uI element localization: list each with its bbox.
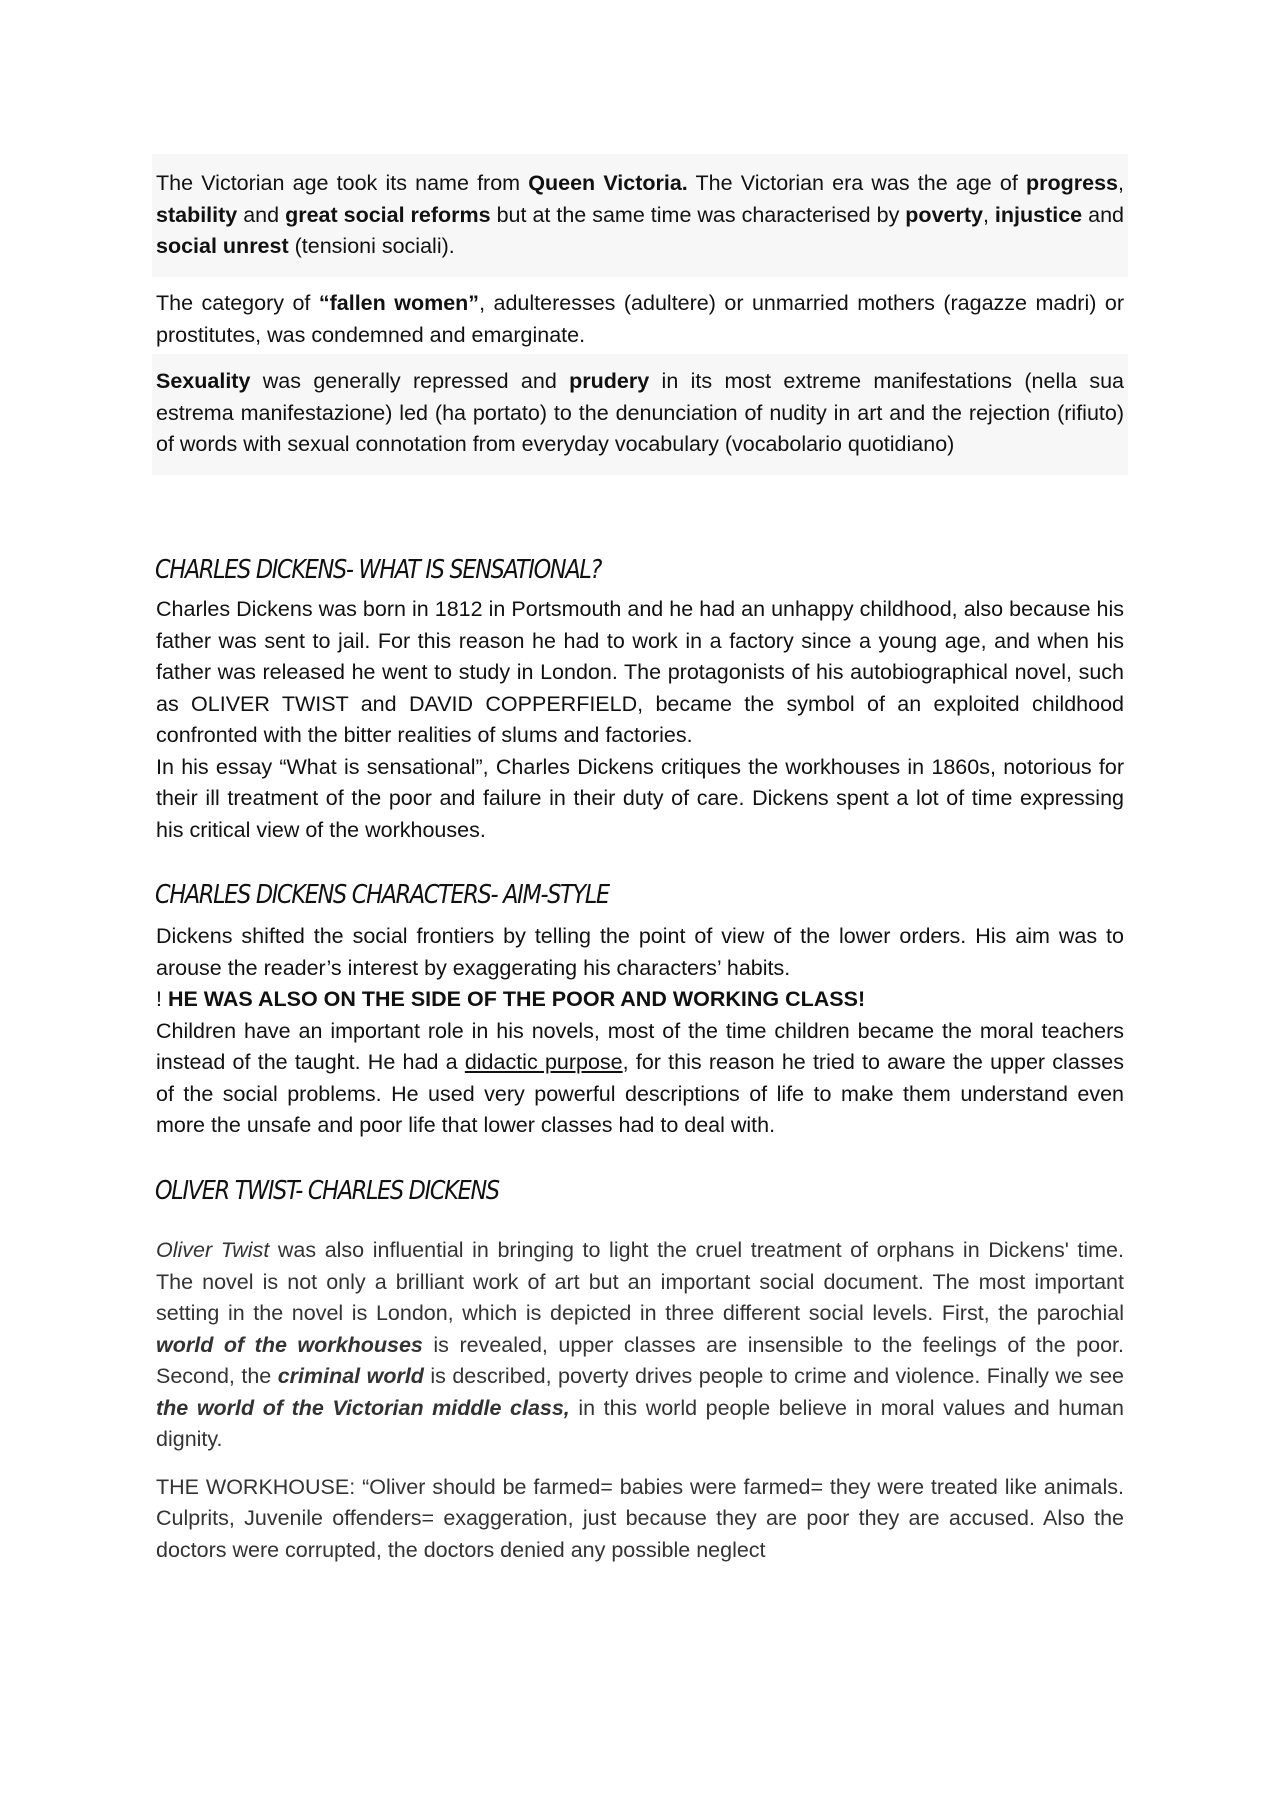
bold-sexuality: Sexuality (156, 369, 251, 393)
section-2-paragraph-1: Dickens shifted the social frontiers by telling the point of view of the lower orders. His aim was to arouse the reader’s interest by exaggerating his characters’ habits. (156, 924, 1124, 980)
text-run: The category of (156, 291, 319, 315)
bold-social-unrest: social unrest (156, 234, 289, 258)
bold-progress: progress (1026, 171, 1119, 195)
bold-stability: stability (156, 202, 238, 227)
intro-paragraph-2 (156, 288, 1124, 351)
text-run: in this world people believe in moral values and human dignity. (156, 1395, 1124, 1451)
bold-italic-criminal-world: criminal world (277, 1364, 424, 1388)
intro-paragraph-1 (156, 168, 1124, 263)
section-3-paragraph-1 (156, 1235, 1124, 1456)
bold-queen-victoria: Queen Victoria. (528, 171, 688, 195)
section-1-paragraph-1: Charles Dickens was born in 1812 in Portsmouth and he had an unhappy childhood, also because his father was sent to jail. For this reason he had to work in a factory since a young age, and when his father was released he went to study in London. The protagonists of his autobiographical novel, such as OLIVER TWIST and DAVID COPPERFIELD, became the symbol of an exploited childhood confronted with the bitter realities of slums and factories. (156, 597, 1124, 747)
section-1-paragraph-2: In his essay “What is sensational”, Charles Dickens critiques the workhouses in 1860s, notorious for their ill treatment of the poor and failure in their duty of care. Dickens spent a lot of time expressing his critical view of the workhouses. (156, 754, 1124, 842)
text-run: is described, poverty drives people to crime and violence. Finally we see (423, 1364, 1124, 1388)
italic-oliver-twist: Oliver Twist (156, 1238, 270, 1262)
text-run: , (982, 202, 995, 227)
bold-fallen-women: “fallen women” (318, 291, 480, 315)
section-1-body (152, 594, 1128, 846)
section-2-body (152, 921, 1128, 1142)
intro-paragraph-3 (156, 366, 1124, 461)
underlined-didactic-purpose: didactic purpose (464, 1050, 623, 1074)
bold-italic-world-of-the-workhouses: world of the workhouses (156, 1332, 423, 1357)
text-run: was also influential in bringing to light the cruel treatment of orphans in Dickens' time. The novel is not only a brilliant work of art but an important social document. The most important setting in the novel is London, which is depicted in three different social levels. First, the parochial (156, 1238, 1124, 1325)
bold-prudery: prudery (569, 369, 650, 393)
text-run: but at the same time was characterised by (490, 202, 906, 227)
text-run: , (1118, 171, 1124, 195)
text-run: ! (156, 987, 168, 1011)
bold-poverty: poverty (905, 202, 983, 227)
section-3-body (152, 1235, 1128, 1566)
bold-side-of-the-poor: HE WAS ALSO ON THE SIDE OF THE POOR AND WORKING CLASS! (167, 987, 866, 1011)
text-run: and (237, 202, 286, 227)
bold-great-social-reforms: great social reforms (285, 202, 491, 227)
section-2-paragraph-2 (156, 984, 1124, 1016)
section-heading-what-is-sensational: CHARLES DICKENS- WHAT IS SENSATIONAL? (155, 555, 602, 585)
section-heading-characters-aim-style: CHARLES DICKENS CHARACTERS- AIM-STYLE (155, 880, 609, 910)
text-run: was generally repressed and (250, 369, 570, 393)
text-run: , adulteresses (adultere) or unmarried mothers (ragazze madri) or prostitutes, was condemned and emarginate. (156, 291, 1124, 347)
section-3-paragraph-2: THE WORKHOUSE: “Oliver should be farmed= babies were farmed= they were treated like animals. Culprits, Juvenile offenders= exaggeration, just because they are poor they are accused. Also the doctors were corrupted, the doctors denied any possible neglect (156, 1474, 1124, 1562)
text-run: (tensioni sociali). (288, 234, 455, 258)
bold-italic-victorian-middle-class: the world of the Victorian middle class, (156, 1395, 570, 1420)
text-run: Children have an important role in his novels, most of the time children became the moral teachers instead of the taught. He had a (156, 1018, 1124, 1074)
intro-paragraph-3-box (152, 354, 1128, 475)
section-heading-oliver-twist: OLIVER TWIST- CHARLES DICKENS (155, 1176, 499, 1206)
text-run: is revealed, upper classes are insensible to the feelings of the poor. Second, the (156, 1332, 1125, 1388)
intro-paragraph-1-box (152, 154, 1128, 277)
text-run: The Victorian age took its name from (156, 171, 529, 195)
text-run: and (1082, 202, 1124, 227)
bold-injustice: injustice (994, 202, 1083, 227)
text-run: in its most extreme manifestations (nella sua estrema manifestazione) led (ha portato) to the denunciation of nudity in art and the rejection (rifiuto) of words with sexual connotation from everyday vocabulary (vocabolario quotidiano) (156, 369, 1124, 456)
section-2-paragraph-3 (156, 1016, 1124, 1142)
intro-paragraph-2-box (152, 288, 1128, 351)
text-run: The Victorian era was the age of (687, 171, 1026, 195)
text-run: , for this reason he tried to aware the upper classes of the social problems. He used very powerful descriptions of life to make them understand even more the unsafe and poor life that lower classes had to deal with. (156, 1050, 1124, 1137)
